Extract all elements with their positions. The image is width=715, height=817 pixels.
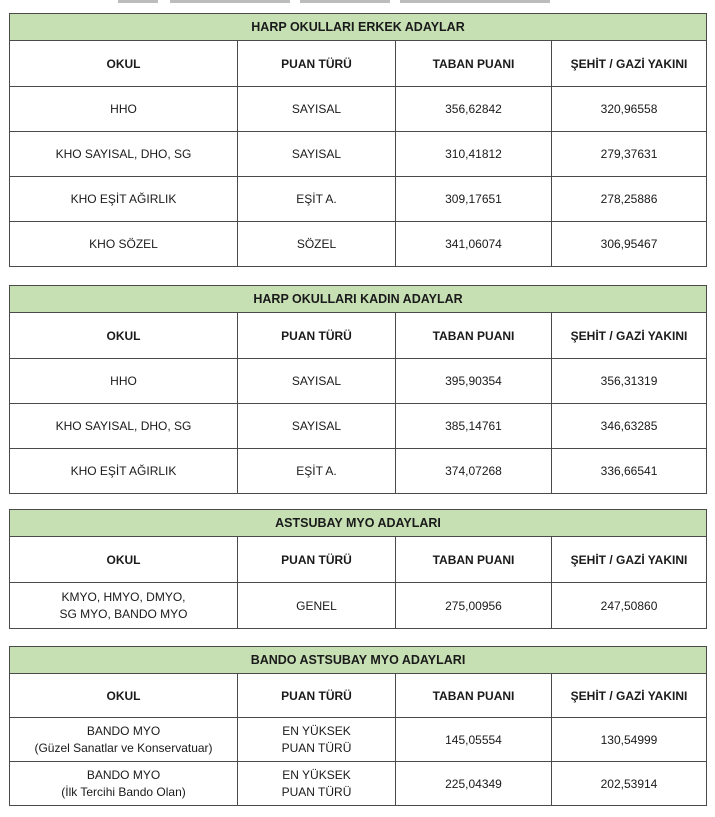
cell-okul-line-1: BANDO MYO <box>86 723 161 738</box>
table-row <box>10 404 707 449</box>
cell-okul: KHO EŞİT AĞIRLIK <box>10 177 238 222</box>
table-row <box>10 583 707 629</box>
cropped-top-text-strip <box>0 0 715 10</box>
kadin-adaylar-table <box>9 285 707 494</box>
cell-okul-line-2: SG MYO, BANDO MYO <box>59 606 188 621</box>
cell-taban-puani: 309,17651 <box>396 177 552 222</box>
cell-taban-puani: 145,05554 <box>396 718 552 762</box>
table-row <box>10 762 707 806</box>
cell-okul <box>10 583 238 629</box>
cell-sehit-gazi: 130,54999 <box>552 718 707 762</box>
col-header-okul: OKUL <box>10 41 238 87</box>
table-row <box>10 359 707 404</box>
cell-sehit-gazi: 279,37631 <box>552 132 707 177</box>
cell-okul: KHO SAYISAL, DHO, SG <box>10 404 238 449</box>
cell-okul-line-2: (Güzel Sanatlar ve Konservatuar) <box>34 740 213 755</box>
cell-taban-puani: 275,00956 <box>396 583 552 629</box>
cell-puan-turu-line-1: EN YÜKSEK <box>282 767 351 782</box>
cell-taban-puani: 356,62842 <box>396 87 552 132</box>
cell-okul: KHO SAYISAL, DHO, SG <box>10 132 238 177</box>
cell-okul: HHO <box>10 359 238 404</box>
col-header-puan-turu: PUAN TÜRÜ <box>238 313 396 359</box>
cell-sehit-gazi: 336,66541 <box>552 449 707 494</box>
col-header-sehit-gazi: ŞEHİT / GAZİ YAKINI <box>552 537 707 583</box>
cell-puan-turu: EŞİT A. <box>238 449 396 494</box>
cell-puan-turu: SAYISAL <box>238 132 396 177</box>
table-title: HARP OKULLARI ERKEK ADAYLAR <box>10 14 707 41</box>
cell-okul: HHO <box>10 87 238 132</box>
col-header-taban-puani: TABAN PUANI <box>396 537 552 583</box>
table-row <box>10 449 707 494</box>
cell-okul <box>10 718 238 762</box>
col-header-sehit-gazi: ŞEHİT / GAZİ YAKINI <box>552 313 707 359</box>
table-row <box>10 87 707 132</box>
col-header-puan-turu: PUAN TÜRÜ <box>238 674 396 718</box>
table-title: ASTSUBAY MYO ADAYLARI <box>10 510 707 537</box>
table-title: BANDO ASTSUBAY MYO ADAYLARI <box>10 647 707 674</box>
col-header-taban-puani: TABAN PUANI <box>396 41 552 87</box>
cell-taban-puani: 395,90354 <box>396 359 552 404</box>
cell-sehit-gazi: 320,96558 <box>552 87 707 132</box>
cell-puan-turu: GENEL <box>238 583 396 629</box>
col-header-sehit-gazi: ŞEHİT / GAZİ YAKINI <box>552 41 707 87</box>
cell-sehit-gazi: 247,50860 <box>552 583 707 629</box>
cell-sehit-gazi: 202,53914 <box>552 762 707 806</box>
col-header-puan-turu: PUAN TÜRÜ <box>238 537 396 583</box>
erkek-adaylar-table <box>9 13 707 267</box>
col-header-okul: OKUL <box>10 537 238 583</box>
cell-puan-turu: SAYISAL <box>238 359 396 404</box>
cell-okul: KHO EŞİT AĞIRLIK <box>10 449 238 494</box>
astsubay-myo-table <box>9 509 707 629</box>
cell-taban-puani: 374,07268 <box>396 449 552 494</box>
col-header-okul: OKUL <box>10 674 238 718</box>
cell-taban-puani: 385,14761 <box>396 404 552 449</box>
table-row <box>10 177 707 222</box>
bando-astsubay-myo-table <box>9 646 707 806</box>
col-header-sehit-gazi: ŞEHİT / GAZİ YAKINI <box>552 674 707 718</box>
cell-okul-line-2: (İlk Tercihi Bando Olan) <box>61 784 186 799</box>
cell-puan-turu-line-2: PUAN TÜRÜ <box>281 784 352 799</box>
cell-puan-turu: SÖZEL <box>238 222 396 267</box>
cell-puan-turu-line-2: PUAN TÜRÜ <box>281 740 352 755</box>
cell-okul-line-1: BANDO MYO <box>86 767 161 782</box>
cell-puan-turu: EŞİT A. <box>238 177 396 222</box>
table-row <box>10 132 707 177</box>
cell-sehit-gazi: 356,31319 <box>552 359 707 404</box>
cell-puan-turu: SAYISAL <box>238 87 396 132</box>
table-row <box>10 222 707 267</box>
cell-sehit-gazi: 278,25886 <box>552 177 707 222</box>
col-header-taban-puani: TABAN PUANI <box>396 313 552 359</box>
cell-taban-puani: 310,41812 <box>396 132 552 177</box>
col-header-puan-turu: PUAN TÜRÜ <box>238 41 396 87</box>
cell-okul: KHO SÖZEL <box>10 222 238 267</box>
cell-puan-turu <box>238 718 396 762</box>
col-header-taban-puani: TABAN PUANI <box>396 674 552 718</box>
col-header-okul: OKUL <box>10 313 238 359</box>
cell-puan-turu <box>238 762 396 806</box>
table-title: HARP OKULLARI KADIN ADAYLAR <box>10 286 707 313</box>
cell-puan-turu-line-1: EN YÜKSEK <box>282 723 351 738</box>
cell-puan-turu: SAYISAL <box>238 404 396 449</box>
cell-sehit-gazi: 346,63285 <box>552 404 707 449</box>
cell-okul-line-1: KMYO, HMYO, DMYO, <box>61 589 186 604</box>
cell-taban-puani: 225,04349 <box>396 762 552 806</box>
cell-sehit-gazi: 306,95467 <box>552 222 707 267</box>
cell-taban-puani: 341,06074 <box>396 222 552 267</box>
table-row <box>10 718 707 762</box>
cell-okul <box>10 762 238 806</box>
